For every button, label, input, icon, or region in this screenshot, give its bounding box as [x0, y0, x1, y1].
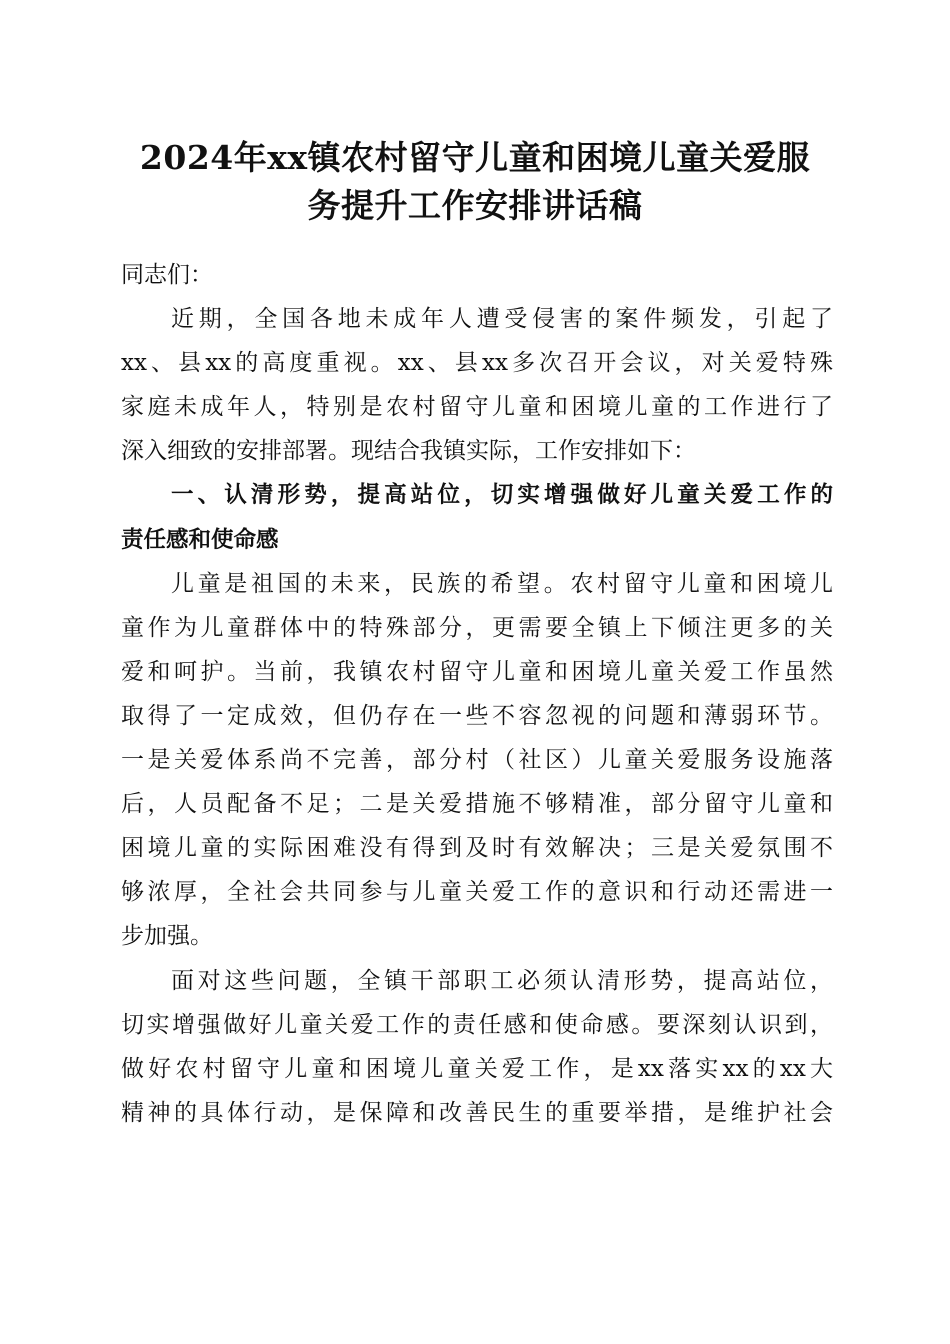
- paragraph-2-line: 儿童是祖国的未来，民族的希望。农村留守儿童和困境儿: [171, 570, 833, 597]
- paragraph-3-line: 做好农村留守儿童和困境儿童关爱工作，是xx落实xx的xx大: [121, 1055, 833, 1082]
- paragraph-1-line: xx、县xx的高度重视。xx、县xx多次召开会议，对关爱特殊: [121, 350, 833, 377]
- document-title-line-1: 2024年xx镇农村留守儿童和困境儿童关爱服: [139, 138, 811, 177]
- document-body: [121, 253, 833, 1135]
- paragraph-3-line: 精神的具体行动，是保障和改善民生的重要举措，是维护社会: [121, 1099, 833, 1126]
- paragraph-2-line: 爱和呵护。当前，我镇农村留守儿童和困境儿童关爱工作虽然: [121, 658, 833, 685]
- paragraph-2-line: 步加强。: [121, 923, 213, 950]
- paragraph-2-line: 困境儿童的实际困难没有得到及时有效解决；三是关爱氛围不: [121, 835, 833, 862]
- paragraph-2-line: 后，人员配备不足；二是关爱措施不够精准，部分留守儿童和: [121, 791, 833, 818]
- paragraph-3-line: 面对这些问题，全镇干部职工必须认清形势，提高站位，: [171, 967, 833, 994]
- paragraph-1-line: 家庭未成年人，特别是农村留守儿童和困境儿童的工作进行了: [121, 394, 833, 421]
- paragraph-1-line: 深入细致的安排部署。现结合我镇实际，工作安排如下：: [121, 438, 696, 465]
- section-heading-1-line: 责任感和使命感: [121, 526, 279, 553]
- paragraph-2-line: 取得了一定成效，但仍存在一些不容忽视的问题和薄弱环节。: [121, 702, 833, 729]
- paragraph-2-line: 够浓厚，全社会共同参与儿童关爱工作的意识和行动还需进一: [121, 879, 833, 906]
- section-heading-1-line: 一、认清形势，提高站位，切实增强做好儿童关爱工作的: [171, 482, 833, 509]
- paragraph-1-line: 近期，全国各地未成年人遭受侵害的案件频发，引起了: [171, 306, 833, 333]
- paragraph-3-line: 切实增强做好儿童关爱工作的责任感和使命感。要深刻认识到，: [121, 1011, 833, 1038]
- document-title-line-2: 务提升工作安排讲话稿: [307, 186, 643, 225]
- paragraph-2-line: 童作为儿童群体中的特殊部分，更需要全镇上下倾注更多的关: [121, 614, 833, 641]
- salutation: 同志们：: [121, 262, 213, 288]
- paragraph-2-line: 一是关爱体系尚不完善，部分村（社区）儿童关爱服务设施落: [121, 747, 833, 774]
